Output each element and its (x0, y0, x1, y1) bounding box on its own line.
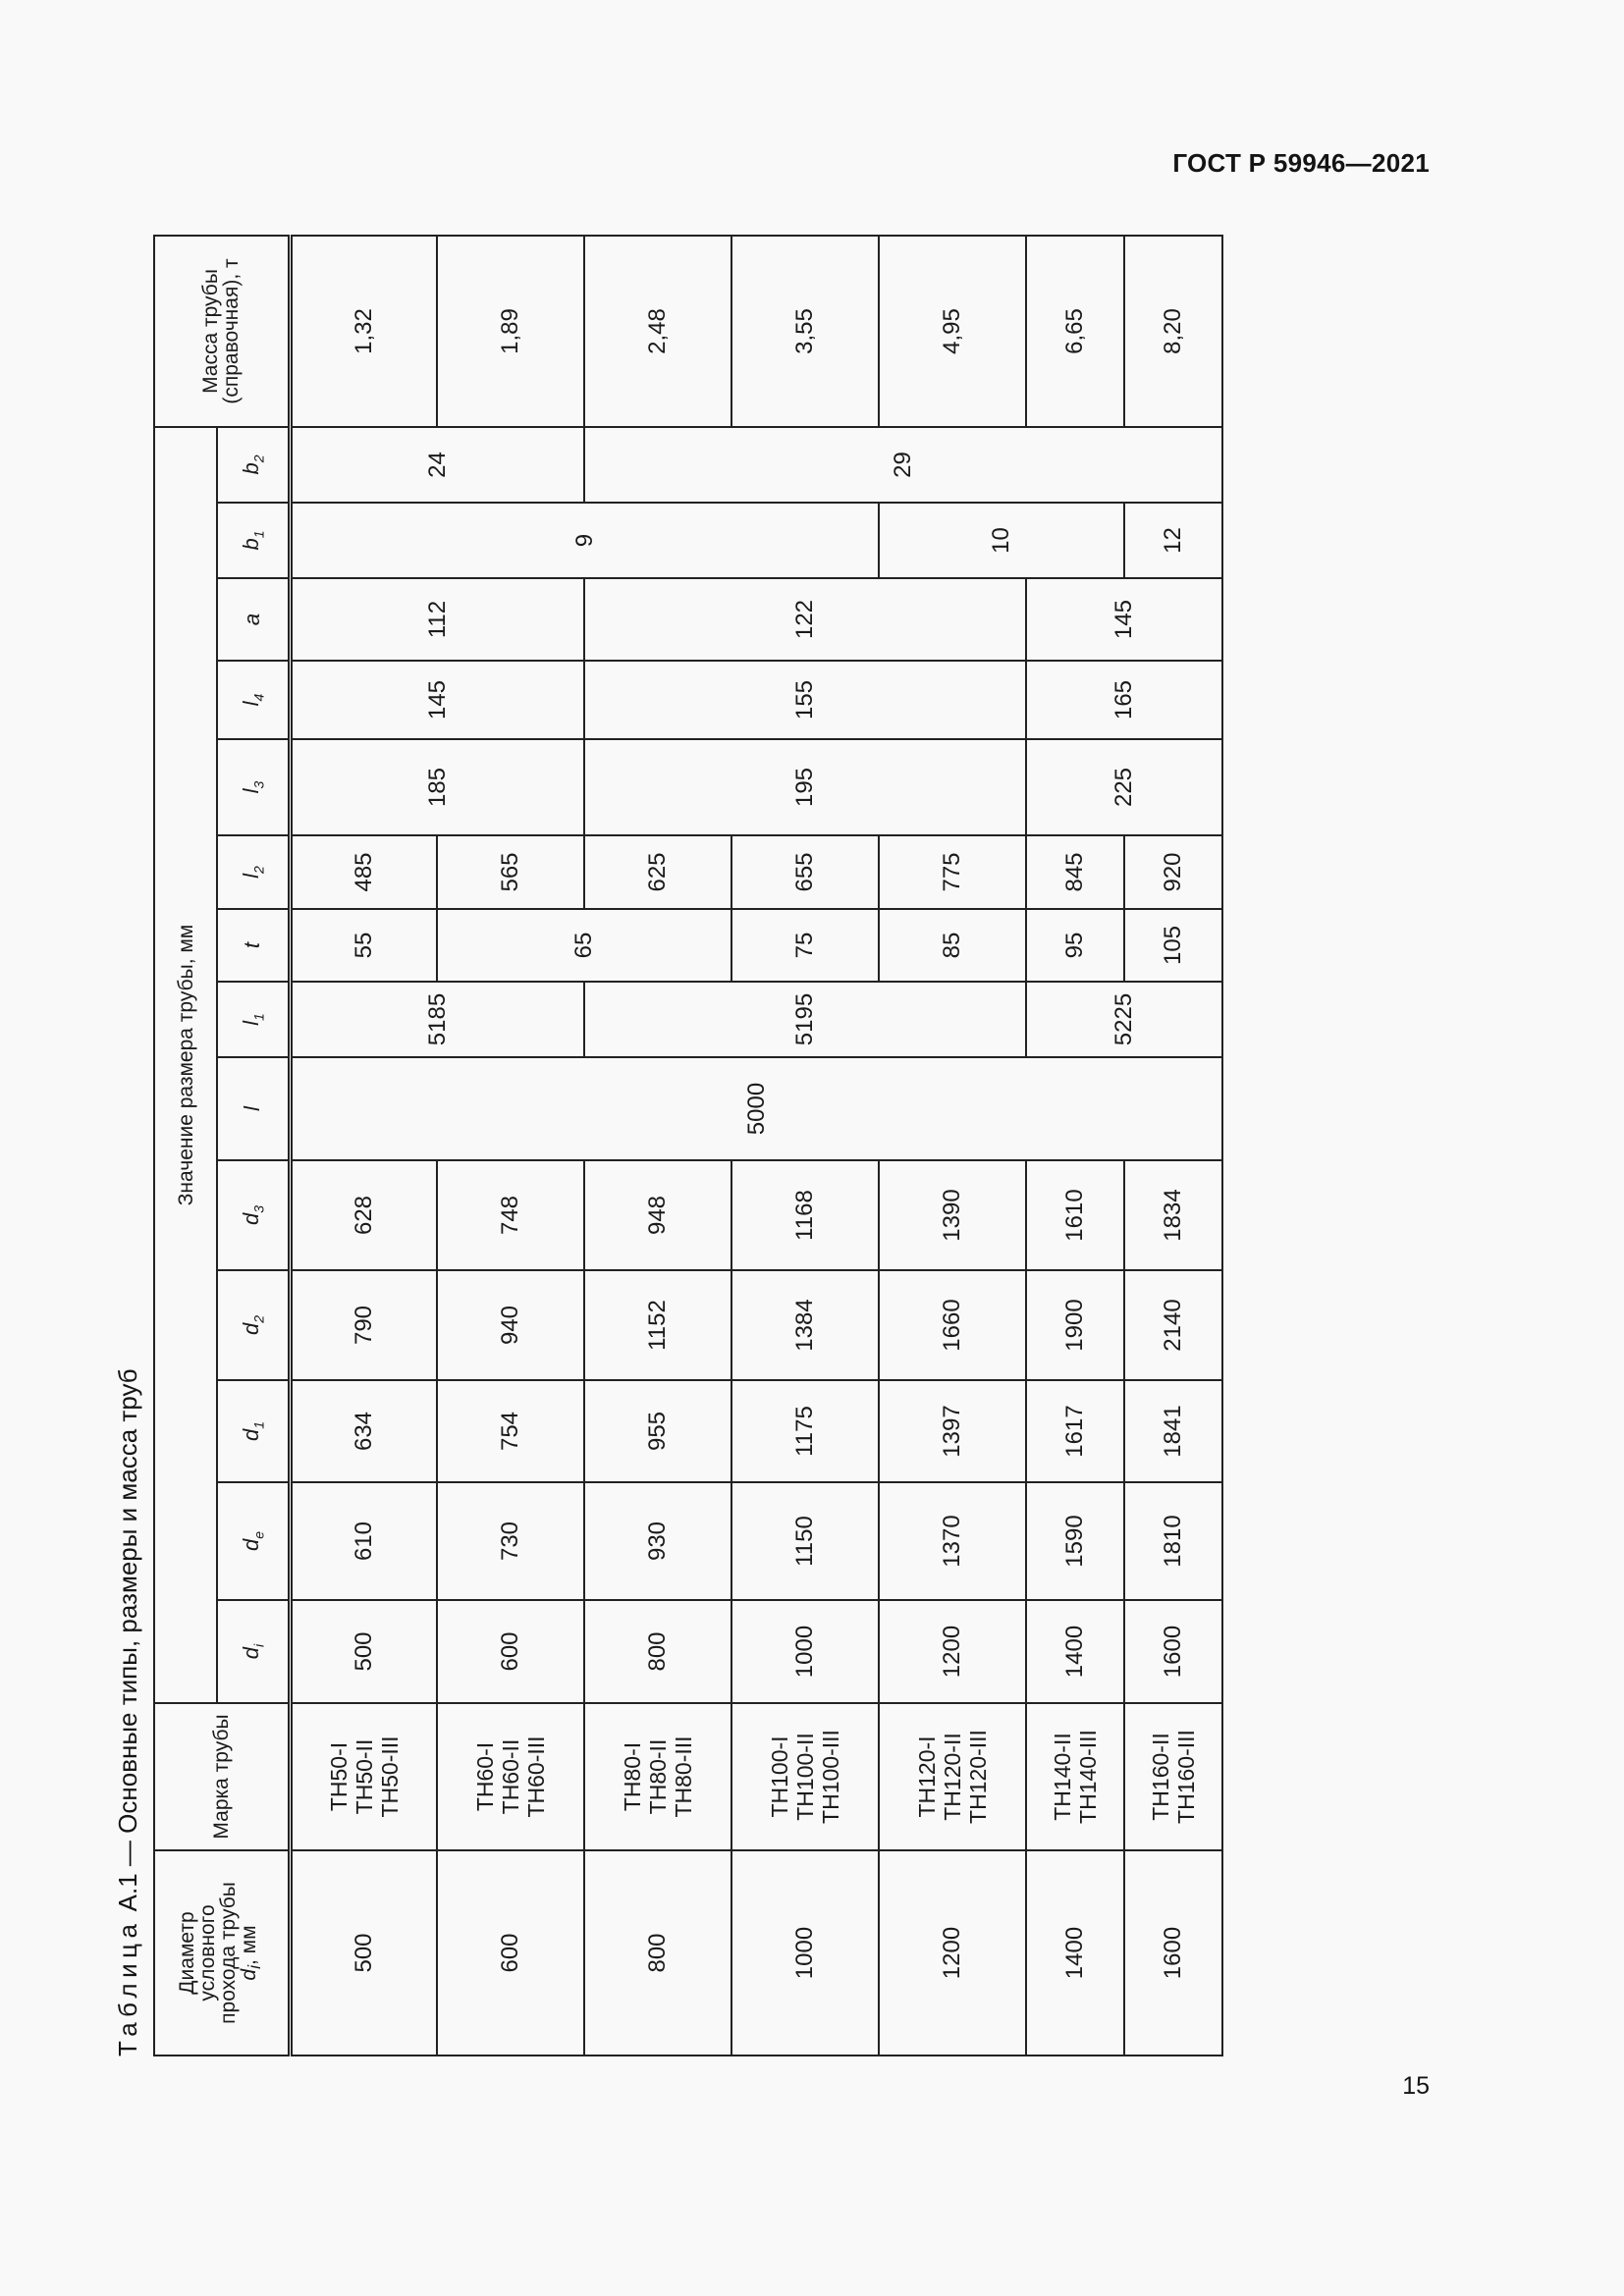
l4-cell: 155 (584, 661, 1026, 739)
mass-header: Масса трубы (справочная), т (154, 236, 290, 427)
de-cell: 1810 (1124, 1482, 1222, 1600)
d1-cell: 1175 (731, 1380, 879, 1482)
grade-header: Марка трубы (154, 1703, 290, 1850)
l4-cell: 145 (290, 661, 584, 739)
dn-cell: 1200 (879, 1850, 1026, 2056)
d3-cell: 1610 (1026, 1160, 1124, 1270)
l2-cell: 775 (879, 835, 1026, 909)
mass-cell: 8,20 (1124, 236, 1222, 427)
l2-cell: 625 (584, 835, 731, 909)
d2-cell: 1660 (879, 1270, 1026, 1380)
t-cell: 75 (731, 909, 879, 982)
de-cell: 730 (437, 1482, 584, 1600)
d3-cell: 1390 (879, 1160, 1026, 1270)
mass-cell: 2,48 (584, 236, 731, 427)
table-title-text: А.1 — Основные типы, размеры и масса труб (113, 1368, 142, 1912)
d2-cell: 1900 (1026, 1270, 1124, 1380)
col-symbol-l: l (217, 1057, 290, 1160)
col-symbol-d1: $d_1$ (217, 1380, 290, 1482)
col-symbol-t: t (217, 909, 290, 982)
col-symbol-d2: $d_2$ (217, 1270, 290, 1380)
d1-cell: 754 (437, 1380, 584, 1482)
grade-cell: ТН140-II ТН140-III (1026, 1703, 1124, 1850)
di-cell: 1000 (731, 1600, 879, 1703)
d1-cell: 634 (290, 1380, 437, 1482)
l4-cell: 165 (1026, 661, 1222, 739)
l3-cell: 225 (1026, 739, 1222, 835)
col-symbol-l3: $l_3$ (217, 739, 290, 835)
d2-cell: 790 (290, 1270, 437, 1380)
b2-cell: 24 (290, 427, 584, 503)
document-code: ГОСТ Р 59946—2021 (1172, 148, 1430, 178)
col-symbol-a: a (217, 578, 290, 661)
table-title (108, 1368, 147, 2056)
l2-cell: 485 (290, 835, 437, 909)
de-cell: 1370 (879, 1482, 1026, 1600)
d1-cell: 1397 (879, 1380, 1026, 1482)
pipe-spec-table (153, 235, 1223, 2056)
d2-cell: 1152 (584, 1270, 731, 1380)
a-cell: 112 (290, 578, 584, 661)
dn-cell: 800 (584, 1850, 731, 2056)
l3-cell: 195 (584, 739, 1026, 835)
col-symbol-b2: $b_2$ (217, 427, 290, 503)
de-cell: 1150 (731, 1482, 879, 1600)
d1-cell: 955 (584, 1380, 731, 1482)
grade-cell: ТН60-I ТН60-II ТН60-III (437, 1703, 584, 1850)
d1-cell: 1617 (1026, 1380, 1124, 1482)
di-cell: 1600 (1124, 1600, 1222, 1703)
di-cell: 1400 (1026, 1600, 1124, 1703)
d3-cell: 748 (437, 1160, 584, 1270)
di-cell: 600 (437, 1600, 584, 1703)
table-title-label: Таблица (113, 1918, 142, 2056)
d2-cell: 2140 (1124, 1270, 1222, 1380)
de-cell: 610 (290, 1482, 437, 1600)
a-cell: 145 (1026, 578, 1222, 661)
d1-cell: 1841 (1124, 1380, 1222, 1482)
col-symbol-l2: $l_2$ (217, 835, 290, 909)
dn-cell: 1400 (1026, 1850, 1124, 2056)
mass-cell: 4,95 (879, 236, 1026, 427)
col-symbol-b1: $b_1$ (217, 503, 290, 578)
col-symbol-l1: $l_1$ (217, 982, 290, 1057)
grade-cell: ТН120-I ТН120-II ТН120-III (879, 1703, 1026, 1850)
d3-cell: 948 (584, 1160, 731, 1270)
mass-cell: 3,55 (731, 236, 879, 427)
l2-cell: 655 (731, 835, 879, 909)
col-symbol-l4: $l_4$ (217, 661, 290, 739)
dn-cell: 1600 (1124, 1850, 1222, 2056)
de-cell: 1590 (1026, 1482, 1124, 1600)
t-cell: 55 (290, 909, 437, 982)
di-cell: 1200 (879, 1600, 1026, 1703)
l2-cell: 920 (1124, 835, 1222, 909)
t-cell: 105 (1124, 909, 1222, 982)
l1-cell: 5195 (584, 982, 1026, 1057)
mass-cell: 1,32 (290, 236, 437, 427)
di-cell: 800 (584, 1600, 731, 1703)
d3-cell: 1168 (731, 1160, 879, 1270)
b1-cell: 10 (879, 503, 1124, 578)
diameter-header: Диаметр условного прохода трубы $d_i$, мм (154, 1850, 290, 2056)
di-cell: 500 (290, 1600, 437, 1703)
dn-cell: 600 (437, 1850, 584, 2056)
l1-cell: 5185 (290, 982, 584, 1057)
d3-cell: 628 (290, 1160, 437, 1270)
t-cell: 65 (437, 909, 731, 982)
l1-cell: 5225 (1026, 982, 1222, 1057)
grade-cell: ТН50-I ТН50-II ТН50-III (290, 1703, 437, 1850)
t-cell: 85 (879, 909, 1026, 982)
rotated-table-region (88, 231, 1218, 2056)
l2-cell: 565 (437, 835, 584, 909)
dn-cell: 500 (290, 1850, 437, 2056)
table-row (290, 236, 437, 2056)
l-cell: 5000 (290, 1057, 1222, 1160)
grade-cell: ТН160-II ТН160-III (1124, 1703, 1222, 1850)
d3-cell: 1834 (1124, 1160, 1222, 1270)
t-cell: 95 (1026, 909, 1124, 982)
mass-cell: 6,65 (1026, 236, 1124, 427)
b2-cell: 29 (584, 427, 1222, 503)
dn-cell: 1000 (731, 1850, 879, 2056)
grade-cell: ТН100-I ТН100-II ТН100-III (731, 1703, 879, 1850)
b1-cell: 12 (1124, 503, 1222, 578)
b1-cell: 9 (290, 503, 879, 578)
page-number: 15 (1402, 2072, 1430, 2100)
d2-cell: 1384 (731, 1270, 879, 1380)
a-cell: 122 (584, 578, 1026, 661)
dimensions-group-header: Значение размера трубы, мм (154, 427, 217, 1703)
grade-cell: ТН80-I ТН80-II ТН80-III (584, 1703, 731, 1850)
l2-cell: 845 (1026, 835, 1124, 909)
col-symbol-di: $d_i$ (217, 1600, 290, 1703)
mass-cell: 1,89 (437, 236, 584, 427)
l3-cell: 185 (290, 739, 584, 835)
d2-cell: 940 (437, 1270, 584, 1380)
col-symbol-de: $d_e$ (217, 1482, 290, 1600)
de-cell: 930 (584, 1482, 731, 1600)
col-symbol-d3: $d_3$ (217, 1160, 290, 1270)
